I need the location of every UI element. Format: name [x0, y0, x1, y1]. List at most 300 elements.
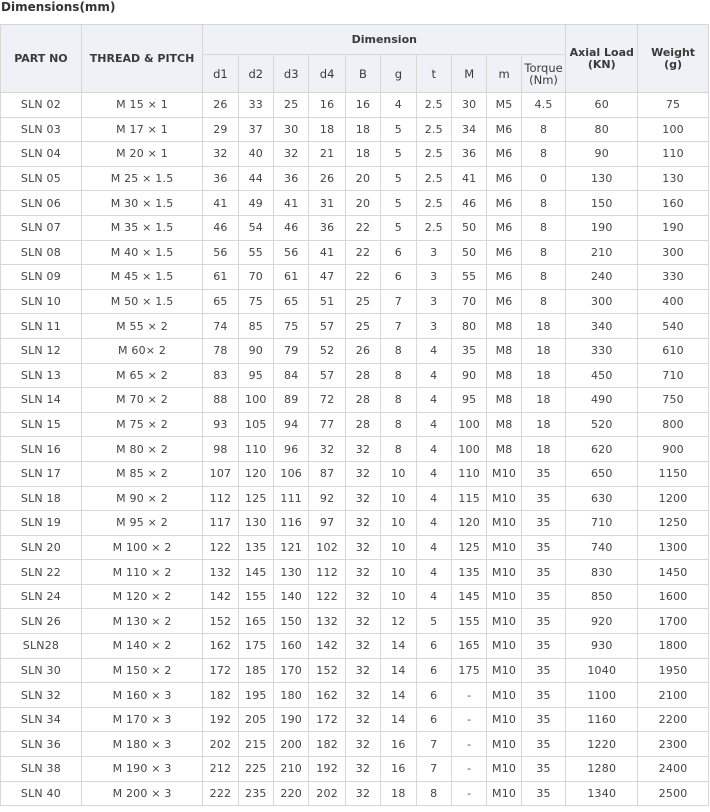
- cell-torque: 18: [521, 437, 566, 462]
- cell-axial-load: 340: [566, 314, 638, 339]
- cell-d1: 182: [203, 683, 238, 708]
- cell-d2: 130: [238, 511, 273, 536]
- cell-small-m: M5: [487, 93, 521, 118]
- cell-g: 5: [381, 166, 416, 191]
- cell-b: 28: [345, 388, 380, 413]
- cell-small-m: M10: [487, 781, 521, 806]
- cell-d4: 122: [309, 584, 345, 609]
- cell-b: 32: [345, 560, 380, 585]
- cell-t: 2.5: [416, 191, 451, 216]
- header-torque: [521, 55, 566, 93]
- cell-d2: 215: [238, 732, 273, 757]
- cell-g: 7: [381, 289, 416, 314]
- cell-part-no: SLN 34: [1, 707, 82, 732]
- cell-weight: 1950: [638, 658, 709, 683]
- cell-small-m: M8: [487, 388, 521, 413]
- cell-axial-load: 210: [566, 240, 638, 265]
- cell-part-no: SLN 08: [1, 240, 82, 265]
- cell-weight: 800: [638, 412, 709, 437]
- cell-weight: 1250: [638, 511, 709, 536]
- cell-g: 10: [381, 511, 416, 536]
- header-axial-load-unit: (KN): [587, 57, 616, 71]
- table-row: [1, 314, 709, 339]
- cell-weight: 2400: [638, 757, 709, 782]
- cell-big-m: 115: [451, 486, 486, 511]
- header-weight-unit: (g): [664, 57, 683, 71]
- cell-d3: 170: [274, 658, 309, 683]
- table-row: [1, 757, 709, 782]
- table-row: [1, 166, 709, 191]
- cell-b: 32: [345, 683, 380, 708]
- table-row: [1, 117, 709, 142]
- cell-axial-load: 930: [566, 634, 638, 659]
- cell-part-no: SLN 02: [1, 93, 82, 118]
- cell-b: 18: [345, 142, 380, 167]
- cell-t: 4: [416, 388, 451, 413]
- cell-g: 8: [381, 338, 416, 363]
- cell-thread-pitch: M 120 × 2: [81, 584, 202, 609]
- cell-big-m: 35: [451, 338, 486, 363]
- cell-d1: 122: [203, 535, 238, 560]
- cell-weight: 2300: [638, 732, 709, 757]
- cell-g: 5: [381, 142, 416, 167]
- cell-d2: 105: [238, 412, 273, 437]
- table-row: [1, 683, 709, 708]
- cell-g: 8: [381, 412, 416, 437]
- cell-thread-pitch: M 15 × 1: [81, 93, 202, 118]
- cell-d1: 41: [203, 191, 238, 216]
- cell-big-m: 175: [451, 658, 486, 683]
- header-dimension: Dimension: [203, 25, 566, 55]
- cell-axial-load: 330: [566, 338, 638, 363]
- cell-weight: 2100: [638, 683, 709, 708]
- cell-d1: 78: [203, 338, 238, 363]
- cell-d2: 85: [238, 314, 273, 339]
- cell-part-no: SLN 38: [1, 757, 82, 782]
- cell-thread-pitch: M 35 × 1.5: [81, 215, 202, 240]
- cell-part-no: SLN 09: [1, 265, 82, 290]
- cell-big-m: 50: [451, 240, 486, 265]
- cell-b: 32: [345, 535, 380, 560]
- cell-weight: 1800: [638, 634, 709, 659]
- cell-b: 28: [345, 363, 380, 388]
- cell-d1: 192: [203, 707, 238, 732]
- cell-d4: 97: [309, 511, 345, 536]
- table-row: [1, 535, 709, 560]
- cell-small-m: M8: [487, 338, 521, 363]
- cell-d1: 132: [203, 560, 238, 585]
- cell-d4: 132: [309, 609, 345, 634]
- cell-d3: 96: [274, 437, 309, 462]
- cell-d4: 162: [309, 683, 345, 708]
- cell-big-m: 55: [451, 265, 486, 290]
- cell-big-m: 36: [451, 142, 486, 167]
- cell-torque: 35: [521, 535, 566, 560]
- cell-d2: 54: [238, 215, 273, 240]
- table-row: [1, 265, 709, 290]
- cell-d2: 195: [238, 683, 273, 708]
- cell-weight: 710: [638, 363, 709, 388]
- cell-part-no: SLN 11: [1, 314, 82, 339]
- cell-thread-pitch: M 50 × 1.5: [81, 289, 202, 314]
- cell-d3: 56: [274, 240, 309, 265]
- cell-big-m: 50: [451, 215, 486, 240]
- cell-big-m: 100: [451, 412, 486, 437]
- cell-big-m: 70: [451, 289, 486, 314]
- cell-thread-pitch: M 190 × 3: [81, 757, 202, 782]
- cell-thread-pitch: M 65 × 2: [81, 363, 202, 388]
- cell-axial-load: 740: [566, 535, 638, 560]
- cell-g: 10: [381, 535, 416, 560]
- cell-torque: 18: [521, 363, 566, 388]
- cell-d1: 117: [203, 511, 238, 536]
- cell-d1: 56: [203, 240, 238, 265]
- cell-b: 32: [345, 437, 380, 462]
- dimensions-table: [0, 24, 709, 806]
- cell-b: 22: [345, 240, 380, 265]
- cell-thread-pitch: M 70 × 2: [81, 388, 202, 413]
- cell-d1: 46: [203, 215, 238, 240]
- cell-part-no: SLN 19: [1, 511, 82, 536]
- cell-d1: 61: [203, 265, 238, 290]
- cell-g: 4: [381, 93, 416, 118]
- cell-d4: 72: [309, 388, 345, 413]
- cell-small-m: M10: [487, 707, 521, 732]
- cell-torque: 18: [521, 412, 566, 437]
- cell-b: 32: [345, 609, 380, 634]
- cell-small-m: M8: [487, 363, 521, 388]
- cell-axial-load: 450: [566, 363, 638, 388]
- cell-weight: 1300: [638, 535, 709, 560]
- header-weight: [638, 25, 709, 93]
- cell-torque: 35: [521, 707, 566, 732]
- cell-big-m: 46: [451, 191, 486, 216]
- cell-d4: 57: [309, 314, 345, 339]
- cell-d3: 160: [274, 634, 309, 659]
- cell-b: 28: [345, 412, 380, 437]
- cell-g: 12: [381, 609, 416, 634]
- cell-b: 32: [345, 486, 380, 511]
- cell-torque: 35: [521, 461, 566, 486]
- cell-d3: 121: [274, 535, 309, 560]
- table-row: [1, 93, 709, 118]
- cell-d3: 130: [274, 560, 309, 585]
- cell-d3: 140: [274, 584, 309, 609]
- cell-part-no: SLN 30: [1, 658, 82, 683]
- cell-weight: 750: [638, 388, 709, 413]
- cell-b: 22: [345, 215, 380, 240]
- page-title: Dimensions(mm): [1, 0, 116, 14]
- cell-thread-pitch: M 17 × 1: [81, 117, 202, 142]
- cell-d2: 125: [238, 486, 273, 511]
- cell-t: 4: [416, 535, 451, 560]
- table-row: [1, 240, 709, 265]
- cell-d2: 55: [238, 240, 273, 265]
- cell-small-m: M6: [487, 265, 521, 290]
- cell-g: 14: [381, 707, 416, 732]
- cell-g: 8: [381, 388, 416, 413]
- header-axial-load-label: Axial Load: [569, 45, 634, 59]
- cell-g: 14: [381, 634, 416, 659]
- cell-thread-pitch: M 100 × 2: [81, 535, 202, 560]
- cell-g: 5: [381, 117, 416, 142]
- cell-torque: 8: [521, 215, 566, 240]
- cell-t: 2.5: [416, 215, 451, 240]
- cell-axial-load: 490: [566, 388, 638, 413]
- table-row: [1, 584, 709, 609]
- cell-weight: 110: [638, 142, 709, 167]
- cell-t: 4: [416, 584, 451, 609]
- header-d1: d1: [203, 55, 238, 93]
- cell-d4: 16: [309, 93, 345, 118]
- cell-weight: 190: [638, 215, 709, 240]
- cell-d3: 30: [274, 117, 309, 142]
- cell-g: 18: [381, 781, 416, 806]
- cell-part-no: SLN 20: [1, 535, 82, 560]
- cell-axial-load: 1040: [566, 658, 638, 683]
- table-row: [1, 732, 709, 757]
- cell-t: 3: [416, 265, 451, 290]
- cell-big-m: 100: [451, 437, 486, 462]
- cell-small-m: M10: [487, 560, 521, 585]
- cell-d1: 142: [203, 584, 238, 609]
- header-torque-unit: (Nm): [529, 72, 558, 87]
- cell-d1: 98: [203, 437, 238, 462]
- table-row: [1, 560, 709, 585]
- cell-axial-load: 630: [566, 486, 638, 511]
- cell-t: 8: [416, 781, 451, 806]
- cell-d4: 41: [309, 240, 345, 265]
- cell-d3: 190: [274, 707, 309, 732]
- cell-small-m: M10: [487, 658, 521, 683]
- cell-d2: 33: [238, 93, 273, 118]
- cell-small-m: M6: [487, 240, 521, 265]
- cell-d4: 192: [309, 757, 345, 782]
- cell-t: 4: [416, 486, 451, 511]
- cell-b: 32: [345, 658, 380, 683]
- cell-big-m: 90: [451, 363, 486, 388]
- cell-part-no: SLN 17: [1, 461, 82, 486]
- cell-big-m: 145: [451, 584, 486, 609]
- cell-t: 7: [416, 757, 451, 782]
- cell-part-no: SLN 04: [1, 142, 82, 167]
- cell-d4: 57: [309, 363, 345, 388]
- cell-g: 6: [381, 240, 416, 265]
- cell-d4: 51: [309, 289, 345, 314]
- cell-d2: 110: [238, 437, 273, 462]
- cell-weight: 2500: [638, 781, 709, 806]
- cell-thread-pitch: M 30 × 1.5: [81, 191, 202, 216]
- cell-big-m: 165: [451, 634, 486, 659]
- cell-thread-pitch: M 140 × 2: [81, 634, 202, 659]
- cell-d3: 106: [274, 461, 309, 486]
- cell-d4: 172: [309, 707, 345, 732]
- cell-small-m: M10: [487, 683, 521, 708]
- cell-d2: 120: [238, 461, 273, 486]
- cell-small-m: M8: [487, 437, 521, 462]
- cell-d3: 79: [274, 338, 309, 363]
- cell-weight: 610: [638, 338, 709, 363]
- cell-b: 32: [345, 781, 380, 806]
- cell-b: 20: [345, 166, 380, 191]
- cell-small-m: M10: [487, 461, 521, 486]
- cell-d3: 36: [274, 166, 309, 191]
- cell-part-no: SLN 32: [1, 683, 82, 708]
- table-row: [1, 191, 709, 216]
- cell-d1: 172: [203, 658, 238, 683]
- cell-torque: 35: [521, 511, 566, 536]
- cell-torque: 8: [521, 191, 566, 216]
- cell-torque: 8: [521, 240, 566, 265]
- cell-d4: 87: [309, 461, 345, 486]
- cell-part-no: SLN 06: [1, 191, 82, 216]
- cell-torque: 35: [521, 781, 566, 806]
- table-row: [1, 215, 709, 240]
- cell-big-m: 34: [451, 117, 486, 142]
- cell-d4: 202: [309, 781, 345, 806]
- cell-d2: 155: [238, 584, 273, 609]
- cell-axial-load: 240: [566, 265, 638, 290]
- cell-weight: 1150: [638, 461, 709, 486]
- cell-small-m: M10: [487, 584, 521, 609]
- header-t: t: [416, 55, 451, 93]
- cell-axial-load: 190: [566, 215, 638, 240]
- cell-d1: 202: [203, 732, 238, 757]
- cell-t: 6: [416, 683, 451, 708]
- cell-axial-load: 650: [566, 461, 638, 486]
- cell-d1: 32: [203, 142, 238, 167]
- table-row: [1, 388, 709, 413]
- cell-g: 14: [381, 683, 416, 708]
- cell-big-m: 125: [451, 535, 486, 560]
- cell-part-no: SLN 14: [1, 388, 82, 413]
- cell-d2: 205: [238, 707, 273, 732]
- cell-torque: 18: [521, 388, 566, 413]
- cell-d3: 180: [274, 683, 309, 708]
- cell-axial-load: 620: [566, 437, 638, 462]
- cell-torque: 35: [521, 584, 566, 609]
- cell-torque: 35: [521, 609, 566, 634]
- table-row: [1, 707, 709, 732]
- cell-thread-pitch: M 75 × 2: [81, 412, 202, 437]
- table-row: [1, 289, 709, 314]
- header-g: g: [381, 55, 416, 93]
- cell-d3: 220: [274, 781, 309, 806]
- cell-t: 4: [416, 560, 451, 585]
- header-thread-pitch: THREAD & PITCH: [81, 25, 202, 93]
- cell-axial-load: 1280: [566, 757, 638, 782]
- cell-big-m: 41: [451, 166, 486, 191]
- cell-thread-pitch: M 110 × 2: [81, 560, 202, 585]
- cell-axial-load: 300: [566, 289, 638, 314]
- table-row: [1, 511, 709, 536]
- cell-d4: 31: [309, 191, 345, 216]
- cell-d3: 84: [274, 363, 309, 388]
- table-row: [1, 461, 709, 486]
- cell-t: 6: [416, 658, 451, 683]
- cell-d2: 175: [238, 634, 273, 659]
- cell-d3: 65: [274, 289, 309, 314]
- cell-weight: 1700: [638, 609, 709, 634]
- header-part-no: PART NO: [1, 25, 82, 93]
- cell-d2: 95: [238, 363, 273, 388]
- cell-part-no: SLN 40: [1, 781, 82, 806]
- cell-d2: 165: [238, 609, 273, 634]
- cell-g: 16: [381, 732, 416, 757]
- cell-thread-pitch: M 200 × 3: [81, 781, 202, 806]
- cell-d1: 65: [203, 289, 238, 314]
- cell-b: 32: [345, 757, 380, 782]
- cell-thread-pitch: M 170 × 3: [81, 707, 202, 732]
- cell-t: 3: [416, 240, 451, 265]
- cell-d1: 83: [203, 363, 238, 388]
- cell-part-no: SLN 07: [1, 215, 82, 240]
- cell-t: 4: [416, 511, 451, 536]
- cell-d3: 89: [274, 388, 309, 413]
- cell-part-no: SLN28: [1, 634, 82, 659]
- cell-thread-pitch: M 85 × 2: [81, 461, 202, 486]
- cell-axial-load: 850: [566, 584, 638, 609]
- cell-big-m: 155: [451, 609, 486, 634]
- cell-small-m: M10: [487, 486, 521, 511]
- cell-axial-load: 920: [566, 609, 638, 634]
- cell-d2: 225: [238, 757, 273, 782]
- table-row: [1, 634, 709, 659]
- table-row: [1, 486, 709, 511]
- cell-part-no: SLN 13: [1, 363, 82, 388]
- cell-d1: 162: [203, 634, 238, 659]
- cell-big-m: -: [451, 781, 486, 806]
- cell-d4: 142: [309, 634, 345, 659]
- cell-g: 10: [381, 461, 416, 486]
- cell-part-no: SLN 05: [1, 166, 82, 191]
- cell-small-m: M10: [487, 609, 521, 634]
- cell-axial-load: 520: [566, 412, 638, 437]
- table-row: [1, 437, 709, 462]
- cell-part-no: SLN 16: [1, 437, 82, 462]
- cell-t: 6: [416, 707, 451, 732]
- cell-small-m: M8: [487, 314, 521, 339]
- cell-d4: 112: [309, 560, 345, 585]
- cell-d2: 37: [238, 117, 273, 142]
- cell-b: 25: [345, 314, 380, 339]
- cell-axial-load: 130: [566, 166, 638, 191]
- cell-torque: 4.5: [521, 93, 566, 118]
- cell-d2: 49: [238, 191, 273, 216]
- cell-t: 3: [416, 314, 451, 339]
- cell-t: 2.5: [416, 93, 451, 118]
- cell-small-m: M10: [487, 511, 521, 536]
- cell-axial-load: 1340: [566, 781, 638, 806]
- cell-torque: 35: [521, 634, 566, 659]
- cell-thread-pitch: M 60× 2: [81, 338, 202, 363]
- cell-thread-pitch: M 25 × 1.5: [81, 166, 202, 191]
- cell-d2: 100: [238, 388, 273, 413]
- cell-b: 16: [345, 93, 380, 118]
- header-d4: d4: [309, 55, 345, 93]
- cell-d2: 185: [238, 658, 273, 683]
- cell-weight: 540: [638, 314, 709, 339]
- cell-d4: 52: [309, 338, 345, 363]
- cell-g: 6: [381, 265, 416, 290]
- cell-part-no: SLN 36: [1, 732, 82, 757]
- cell-d1: 26: [203, 93, 238, 118]
- table-body: [1, 93, 709, 806]
- cell-g: 16: [381, 757, 416, 782]
- table-row: [1, 412, 709, 437]
- header-d2: d2: [238, 55, 273, 93]
- cell-thread-pitch: M 20 × 1: [81, 142, 202, 167]
